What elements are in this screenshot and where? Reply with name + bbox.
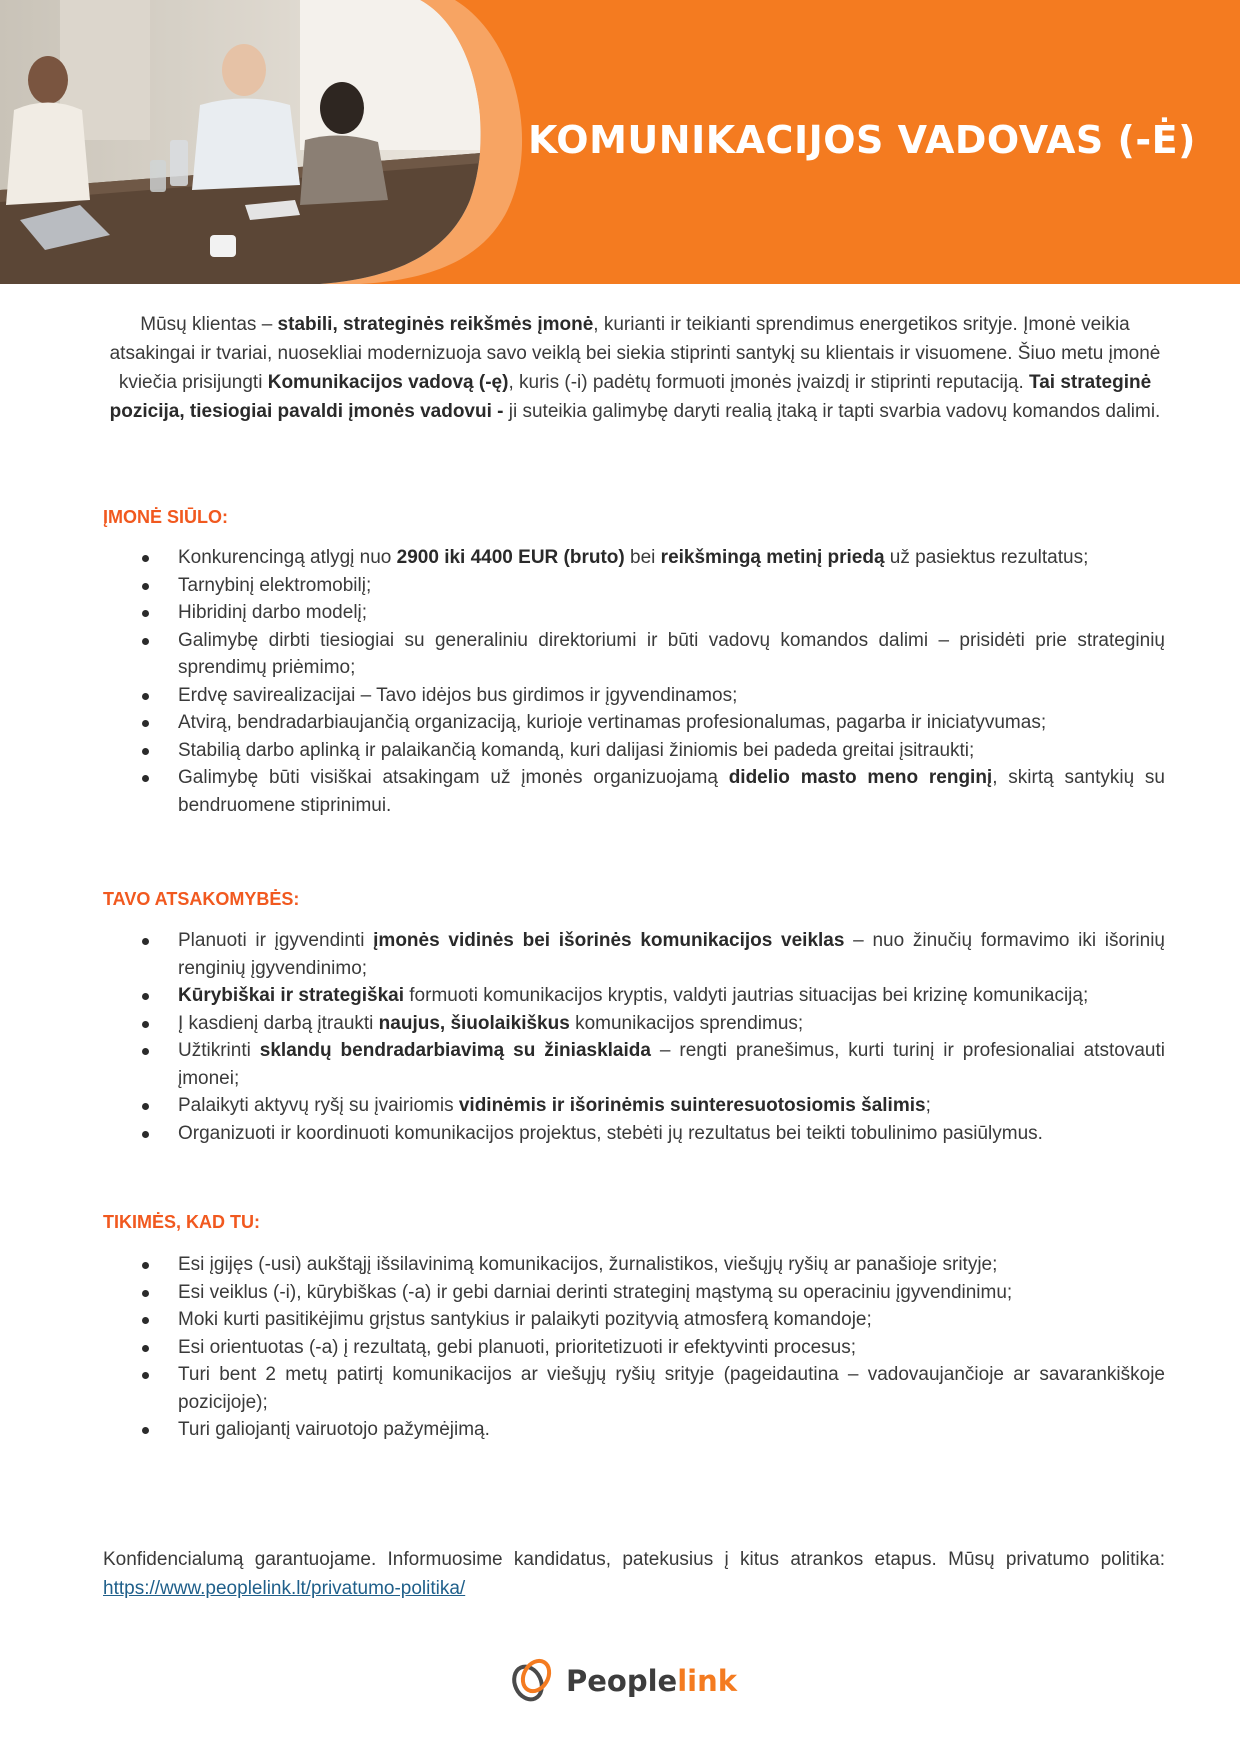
list-item — [103, 737, 1165, 765]
list-item — [103, 1120, 1165, 1148]
privacy-note — [103, 1545, 1165, 1603]
bold-text: vidinėmis ir išorinėmis suinteresuotosiomis šalimis — [458, 1095, 926, 1116]
text: Esi įgijęs (-usi) aukštąjį išsilavinimą komunikacijos, žurnalistikos, viešųjų ryšių ar panašioje srityje; — [178, 1254, 998, 1275]
offer-list — [103, 544, 1165, 819]
text: Mūsų klientas – — [140, 314, 278, 335]
bold-text: naujus, šiuolaikiškus — [378, 1012, 570, 1034]
list-item — [103, 982, 1165, 1010]
text: už pasiektus rezultatus; — [884, 547, 1089, 568]
text: Atvirą, bendradarbiaujančią organizaciją, kurioje vertinamas profesionalumas, pagarba ir iniciatyvumas; — [178, 712, 1047, 733]
responsibilities-list — [103, 927, 1165, 1147]
requirements-list — [103, 1251, 1165, 1444]
list-item — [103, 599, 1165, 627]
text: – rengti pranešimus, kurti turinį ir profesionaliai atstovauti įmonei; — [178, 1040, 1165, 1089]
bold-text: 2900 iki 4400 EUR (bruto) — [396, 547, 625, 568]
text: formuoti komunikacijos kryptis, valdyti jautrias situacijas bei krizinę komunikaciją; — [404, 985, 1089, 1006]
logo-text-people: People — [566, 1664, 678, 1698]
bold-text: stabili, strateginės reikšmės įmonė — [277, 314, 594, 335]
text: ; — [925, 1095, 931, 1116]
privacy-text: Konfidencialumą garantuojame. Informuosime kandidatus, patekusius į kitus atrankos etapus. Mūsų privatumo politika: — [103, 1549, 1165, 1570]
list-item — [103, 1361, 1165, 1416]
section-title-requirements: TIKIMĖS, KAD TU: — [103, 1212, 260, 1232]
bold-text: Komunikacijos vadovą (-ę) — [267, 372, 509, 393]
text: Tarnybinį elektromobilį; — [178, 574, 372, 596]
text: Turi bent 2 metų patirtį komunikacijos ar viešųjų ryšių srityje (pageidautina – vadovaujančioje ar savarankiškoje pozicijoje); — [178, 1364, 1165, 1413]
text: Galimybę būti visiškai atsakingam už įmonės organizuojamą — [178, 767, 729, 788]
logo-wordmark — [566, 1664, 737, 1698]
bold-text: didelio masto meno renginį — [728, 767, 993, 788]
text: – nuo žinučių formavimo iki išorinių renginių įgyvendinimo; — [178, 930, 1165, 979]
privacy-policy-link[interactable]: https://www.peoplelink.lt/privatumo-politika/ — [103, 1578, 466, 1599]
list-item — [103, 1416, 1165, 1444]
text: Planuoti ir įgyvendinti — [178, 930, 374, 951]
peoplelink-logo — [506, 1656, 737, 1706]
list-item — [103, 572, 1165, 600]
text: Galimybę dirbti tiesiogiai su generaliniu direktoriumi ir būti vadovų komandos dalimi – prisidėti prie strateginių sprendimų priėmimo; — [178, 629, 1165, 678]
text: Moki kurti pasitikėjimu grįstus santykius ir palaikyti pozityvią atmosferą komandoje; — [178, 1309, 872, 1330]
list-item — [103, 1010, 1165, 1038]
text: Erdvę savirealizacijai – Tavo idėjos bus girdimos ir įgyvendinamos; — [178, 684, 738, 706]
intro-paragraph — [100, 310, 1170, 426]
text: , skirtą santykių su bendruomene stiprinimui. — [178, 767, 1165, 816]
list-item — [103, 927, 1165, 982]
list-item — [103, 1279, 1165, 1307]
text: Į kasdienį darbą įtraukti — [178, 1012, 379, 1034]
bold-text: sklandų bendradarbiavimą su žiniasklaida — [259, 1040, 651, 1061]
text: Užtikrinti — [178, 1040, 260, 1061]
bold-text: Tai strateginė pozicija, tiesiogiai pavaldi įmonės vadovui - — [109, 372, 1152, 422]
text: Stabilią darbo aplinką ir palaikančią komandą, kuri dalijasi žiniomis bei padeda greitai įsitraukti; — [178, 739, 975, 761]
list-item — [103, 764, 1165, 819]
peoplelink-logo-icon — [506, 1656, 556, 1706]
list-item — [103, 709, 1165, 737]
list-item — [103, 1334, 1165, 1362]
text: ji suteikia galimybę daryti realią įtaką ir tapti svarbia vadovų komandos dalimi. — [503, 401, 1161, 422]
list-item — [103, 682, 1165, 710]
text: Organizuoti ir koordinuoti komunikacijos projektus, stebėti jų rezultatus bei teikti tobulinimo pasiūlymus. — [178, 1122, 1043, 1144]
text: Turi galiojantį vairuotojo pažymėjimą. — [178, 1419, 490, 1440]
list-item — [103, 1251, 1165, 1279]
header-banner — [0, 0, 1240, 284]
text: , kuris (-i) padėtų formuoti įmonės įvaizdį ir stiprinti reputaciją. — [508, 372, 1030, 393]
bold-text: reikšmingą metinį priedą — [660, 547, 885, 568]
text: komunikacijos sprendimus; — [569, 1012, 804, 1034]
text: Palaikyti aktyvų ryšį su įvairiomis — [178, 1095, 459, 1116]
bold-text: Kūrybiškai ir strategiškai — [178, 985, 404, 1006]
list-item — [103, 627, 1165, 682]
list-item — [103, 544, 1165, 572]
logo-text-link: link — [677, 1664, 738, 1698]
section-title-offer: ĮMONĖ SIŪLO: — [103, 507, 228, 527]
text: Hibridinį darbo modelį; — [178, 602, 368, 623]
text: Esi veiklus (-i), kūrybiškas (-a) ir gebi darniai derinti strateginį mąstymą su operaciniu įgyvendinimu; — [178, 1281, 1013, 1303]
list-item — [103, 1306, 1165, 1334]
bold-text: įmonės vidinės bei išorinės komunikacijos veiklas — [373, 930, 845, 951]
text: Konkurencingą atlygį nuo — [178, 547, 397, 568]
section-title-responsibilities: TAVO ATSAKOMYBĖS: — [103, 889, 300, 909]
job-title: KOMUNIKACIJOS VADOVAS (-Ė) — [528, 118, 1196, 162]
list-item — [103, 1037, 1165, 1092]
list-item — [103, 1092, 1165, 1120]
text: , kurianti ir teikianti sprendimus energetikos srityje. Įmonė veikia atsakingai ir tvariai, nuosekliai modernizuoja savo veiklą bei siekia stiprinti santykį su klientais ir visuomene. Šiuo metu įmonė kviečia prisijungti — [109, 314, 1161, 393]
text: Esi orientuotas (-a) į rezultatą, gebi planuoti, prioritetizuoti ir efektyvinti procesus; — [178, 1336, 856, 1358]
text: bei — [624, 547, 661, 568]
